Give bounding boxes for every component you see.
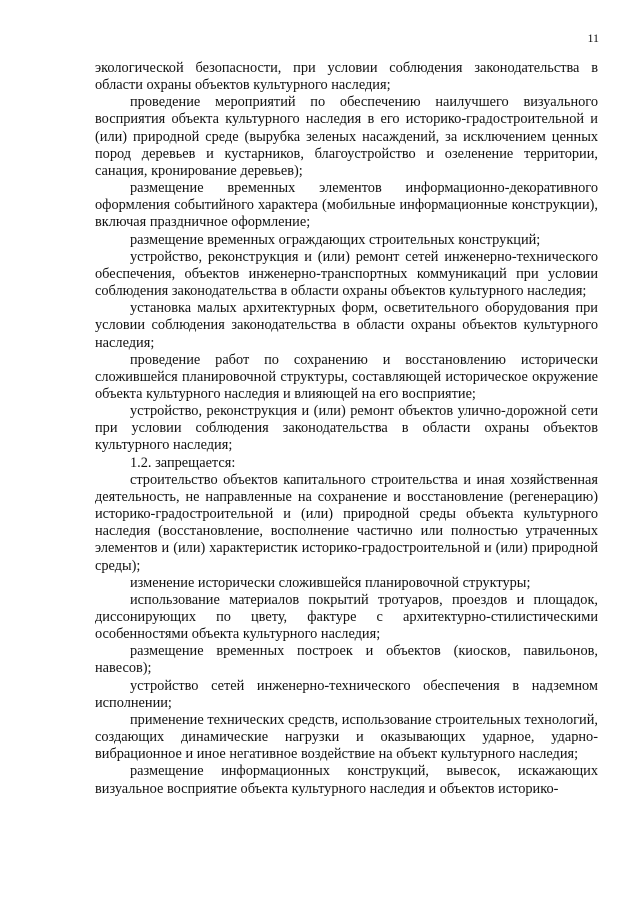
paragraph: устройство, реконструкция и (или) ремонт сетей инженерно-технического обеспечения, объектов инженерно-транспортных коммуникаций при условии соблюдения законодательства в области охраны объектов культурного наследия; [95,248,598,300]
paragraph: размещение временных элементов информационно-декоративного оформления событийного характера (мобильные информационные конструкции), включая праздничное оформление; [95,180,598,231]
paragraph: устройство сетей инженерно-технического обеспечения в надземном исполнении; [95,677,598,711]
paragraph: размещение информационных конструкций, вывесок, искажающих визуальное восприятие объекта культурного наследия и объектов историко- [95,763,598,797]
paragraph: строительство объектов капитального строительства и иная хозяйственная деятельность, не направленные на сохранение и восстановление (регенерацию) историко-градостроительной и (или) природной среды объекта культурного наследия (восстановление, восполнение частично или полностью утраченных элементов и (или) характеристик историко-градостроительной и (или) природной среды); [95,471,598,574]
paragraph: использование материалов покрытий тротуаров, проездов и площадок, диссонирующих по цвету, фактуре с архитектурно-стилистическими особенностями объекта культурного наследия; [95,591,598,643]
paragraph: изменение исторически сложившейся планировочной структуры; [130,574,531,591]
paragraph: проведение работ по сохранению и восстановлению исторически сложившейся планировочной структуры, составляющей историческое окружение объекта культурного наследия и влияющей на его восприятие; [95,351,598,402]
paragraph: применение технических средств, использование строительных технологий, создающих динамические нагрузки и оказывающих ударное, ударно-вибрационное и иное негативное воздействие на объект культурного наследия; [95,711,598,763]
paragraph: экологической безопасности, при условии соблюдения законодательства в области охраны объектов культурного наследия; [95,60,598,94]
document-body [95,60,598,798]
paragraph: размещение временных ограждающих строительных конструкций; [130,231,541,248]
paragraph: проведение мероприятий по обеспечению наилучшего визуального восприятия объекта культурного наследия в его историко-градостроительной и (или) природной среде (вырубка зеленых насаждений, за исключением ценных пород деревьев и кустарников, благоустройство и озеленение территории, санация, кронирование деревьев); [95,94,598,179]
paragraph: устройство, реконструкция и (или) ремонт объектов улично-дорожной сети при условии соблюдения законодательства в области охраны объектов культурного наследия; [95,403,598,454]
paragraph: установка малых архитектурных форм, осветительного оборудования при условии соблюдения законодательства в области охраны объектов культурного наследия; [95,300,598,351]
page-number: 11 [587,31,599,45]
paragraph: 1.2. запрещается: [130,454,236,471]
paragraph: размещение временных построек и объектов (киосков, павильонов, навесов); [95,643,598,677]
